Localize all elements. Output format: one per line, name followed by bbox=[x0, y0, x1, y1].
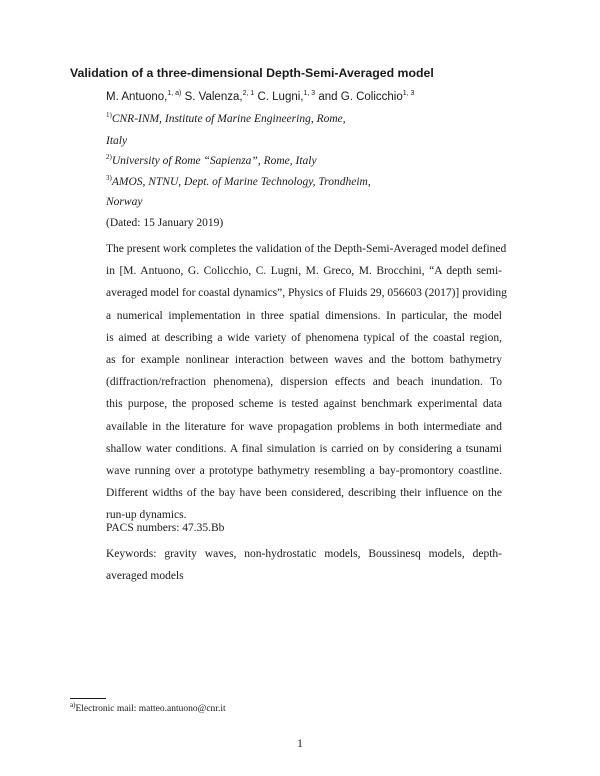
abstract-line: averaged model for coastal dynamics”, Physics of Fluids 29, 056603 (2017)] providing bbox=[106, 287, 507, 300]
abstract-line: is aimed at describing a wide variety of phenomena typical of the coastal region, bbox=[106, 331, 502, 344]
affiliation-mark: 3) bbox=[106, 174, 112, 183]
abstract-line: The present work completes the validation of the Depth-Semi-Averaged model defined bbox=[106, 243, 507, 255]
pacs-numbers: PACS numbers: 47.35.Bb bbox=[106, 522, 225, 534]
author-affiliation-mark: 1, 3 bbox=[402, 90, 415, 98]
footnote bbox=[70, 700, 226, 714]
author-name: C. Lugni, bbox=[257, 91, 304, 103]
keywords-line: Keywords: gravity waves, non-hydrostatic models, Boussinesq models, depth- bbox=[106, 548, 502, 560]
abstract-line: as for example nonlinear interaction between waves and the bottom bathymetry bbox=[106, 353, 502, 366]
author-affiliation-mark: 1, a) bbox=[167, 90, 182, 98]
author-affiliation-mark: 2, 1 bbox=[242, 90, 255, 98]
footnote-rule bbox=[70, 698, 106, 699]
abstract-line: (diffraction/refraction phenomena), dispersion effects and beach inundation. To bbox=[106, 376, 502, 389]
dated-line: (Dated: 15 January 2019) bbox=[106, 217, 224, 229]
affiliation-text: Italy bbox=[106, 135, 128, 147]
abstract-line: available in the literature for wave propagation problems in both intermediate and bbox=[106, 420, 502, 433]
footnote-mark: a) bbox=[70, 700, 76, 709]
abstract-line: this purpose, the proposed scheme is tested against benchmark experimental data bbox=[106, 398, 502, 411]
affiliation-1-cont bbox=[106, 135, 127, 147]
affiliation-mark: 1) bbox=[106, 111, 112, 120]
author-name: M. Antuono, bbox=[106, 91, 168, 103]
page-number: 1 bbox=[297, 738, 303, 750]
author-list bbox=[106, 91, 414, 103]
affiliation-text: Norway bbox=[106, 196, 143, 208]
affiliation-3-cont bbox=[106, 196, 142, 208]
affiliation-text: CNR-INM, Institute of Marine Engineering, Rome, bbox=[111, 113, 346, 125]
abstract-line: in [M. Antuono, G. Colicchio, C. Lugni, M. Greco, M. Brocchini, “A depth semi- bbox=[106, 265, 502, 278]
abstract bbox=[106, 238, 507, 526]
author-affiliation-mark: 1, 3 bbox=[303, 90, 316, 98]
author-name: G. Colicchio bbox=[340, 91, 403, 103]
keywords bbox=[106, 543, 502, 587]
author-separator: and bbox=[315, 91, 341, 103]
keywords-line: averaged models bbox=[106, 570, 184, 582]
affiliation-text: University of Rome “Sapienza”, Rome, Italy bbox=[111, 155, 317, 167]
affiliation-text: AMOS, NTNU, Dept. of Marine Technology, Trondheim, bbox=[111, 176, 371, 188]
abstract-line: wave running over a prototype bathymetry resembling a bay-promontory coastline. bbox=[106, 464, 502, 477]
affiliation-mark: 2) bbox=[106, 153, 112, 162]
abstract-line: a numerical implementation in three spatial dimensions. In particular, the model bbox=[106, 309, 502, 322]
affiliation-2 bbox=[106, 155, 317, 167]
author-name: S. Valenza, bbox=[184, 91, 243, 103]
paper-title: Validation of a three-dimensional Depth-Semi-Averaged model bbox=[70, 66, 434, 80]
footnote-email[interactable]: Electronic mail: matteo.antuono@cnr.it bbox=[75, 704, 226, 714]
abstract-line: shallow water conditions. A final simulation is carried on by considering a tsunami bbox=[106, 442, 502, 455]
abstract-line: run-up dynamics. bbox=[106, 509, 187, 522]
abstract-line: Different widths of the bay have been considered, describing their influence on the bbox=[106, 487, 502, 500]
affiliation-3 bbox=[106, 176, 371, 188]
affiliation-1 bbox=[106, 113, 346, 125]
